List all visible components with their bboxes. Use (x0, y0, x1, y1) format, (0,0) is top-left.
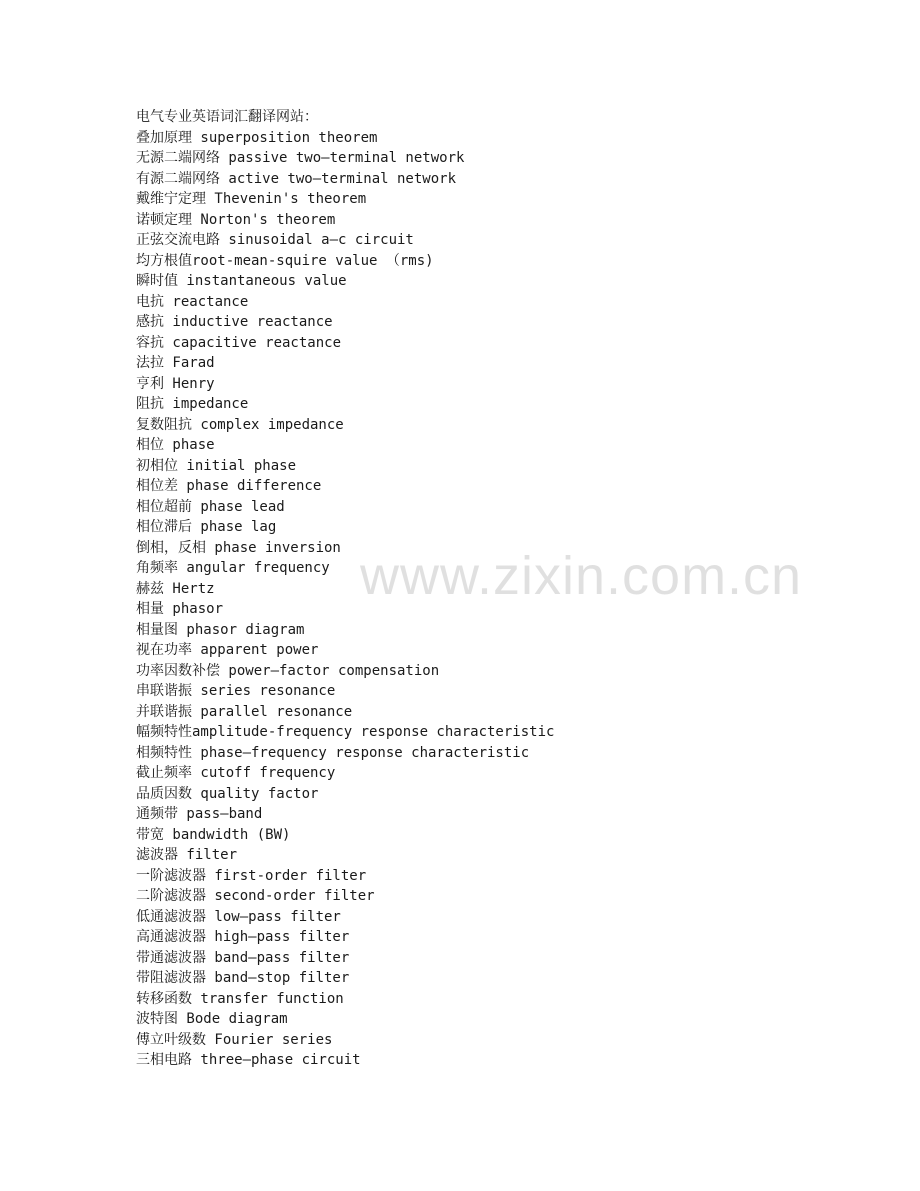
glossary-entry: 相位超前 phase lead (136, 498, 285, 515)
glossary-entry: 戴维宁定理 Thevenin's theorem (136, 191, 367, 207)
glossary-entry: 赫兹 Hertz (136, 580, 215, 597)
glossary-entry: 波特图 Bode diagram (136, 1011, 288, 1027)
glossary-entry: 三相电路 three—phase circuit (136, 1052, 361, 1068)
glossary-entry: 串联谐振 series resonance (136, 683, 336, 699)
glossary-entry: 相位差 phase difference (136, 478, 322, 494)
glossary-entry: 相位 phase (136, 437, 215, 453)
glossary-entry: 功率因数补偿 power—factor compensation (136, 662, 440, 679)
glossary-entry: 倒相，反相 phase inversion (136, 539, 341, 556)
glossary-entry: 阻抗 impedance (136, 396, 249, 412)
glossary-entry: 无源二端网络 passive two—terminal network (136, 150, 465, 166)
glossary-entry: 角频率 angular frequency (136, 560, 330, 576)
glossary-entry: 容抗 capacitive reactance (136, 334, 342, 351)
glossary-entry: 相位滞后 phase lag (136, 519, 277, 535)
glossary-entry: 一阶滤波器 first-order filter (136, 867, 367, 884)
glossary-entry: 法拉 Farad (136, 355, 215, 371)
glossary-entry: 瞬时值 instantaneous value (136, 273, 347, 289)
glossary-entry: 叠加原理 superposition theorem (136, 129, 378, 146)
glossary-entry: 均方根值root-mean-squire value （rms) (136, 252, 434, 269)
glossary-entry: 带阻滤波器 band—stop filter (136, 970, 350, 986)
glossary-entry: 有源二端网络 active two—terminal network (136, 170, 457, 187)
glossary-entry: 初相位 initial phase (136, 457, 297, 474)
glossary-entry: 复数阻抗 complex impedance (136, 416, 344, 433)
glossary-entry: 带通滤波器 band—pass filter (136, 949, 350, 966)
glossary-entry: 幅频特性amplitude-frequency response characteristic (136, 724, 555, 740)
document-content (136, 107, 836, 1071)
glossary-entry: 滤波器 filter (136, 847, 238, 863)
glossary-entry: 相频特性 phase—frequency response characteristic (136, 744, 530, 761)
glossary-entry: 低通滤波器 low—pass filter (136, 908, 341, 925)
glossary-entry: 电抗 reactance (136, 293, 249, 310)
glossary-entry: 转移函数 transfer function (136, 990, 344, 1007)
glossary-entry: 带宽 bandwidth (BW) (136, 826, 291, 843)
glossary-entry: 视在功率 apparent power (136, 642, 319, 658)
glossary-entry: 亨利 Henry (136, 375, 215, 392)
glossary-entry: 感抗 inductive reactance (136, 314, 333, 330)
glossary-entry: 高通滤波器 high—pass filter (136, 929, 350, 945)
glossary-entry: 二阶滤波器 second-order filter (136, 888, 375, 904)
glossary-entry: 通频带 pass—band (136, 806, 263, 822)
glossary-entry: 并联谐振 parallel resonance (136, 703, 353, 720)
glossary-entry: 正弦交流电路 sinusoidal a—c circuit (136, 232, 414, 248)
glossary-list (136, 128, 836, 1071)
glossary-entry: 品质因数 quality factor (136, 785, 319, 802)
document-heading: 电气专业英语词汇翻译网站： (136, 109, 318, 125)
watermark: www.zixin.com.cn (360, 546, 803, 606)
glossary-entry: 相量 phasor (136, 601, 224, 617)
glossary-entry: 相量图 phasor diagram (136, 621, 305, 638)
glossary-entry: 截止频率 cutoff frequency (136, 765, 336, 781)
glossary-entry: 诺顿定理 Norton's theorem (136, 211, 336, 228)
glossary-entry: 傅立叶级数 Fourier series (136, 1031, 333, 1048)
